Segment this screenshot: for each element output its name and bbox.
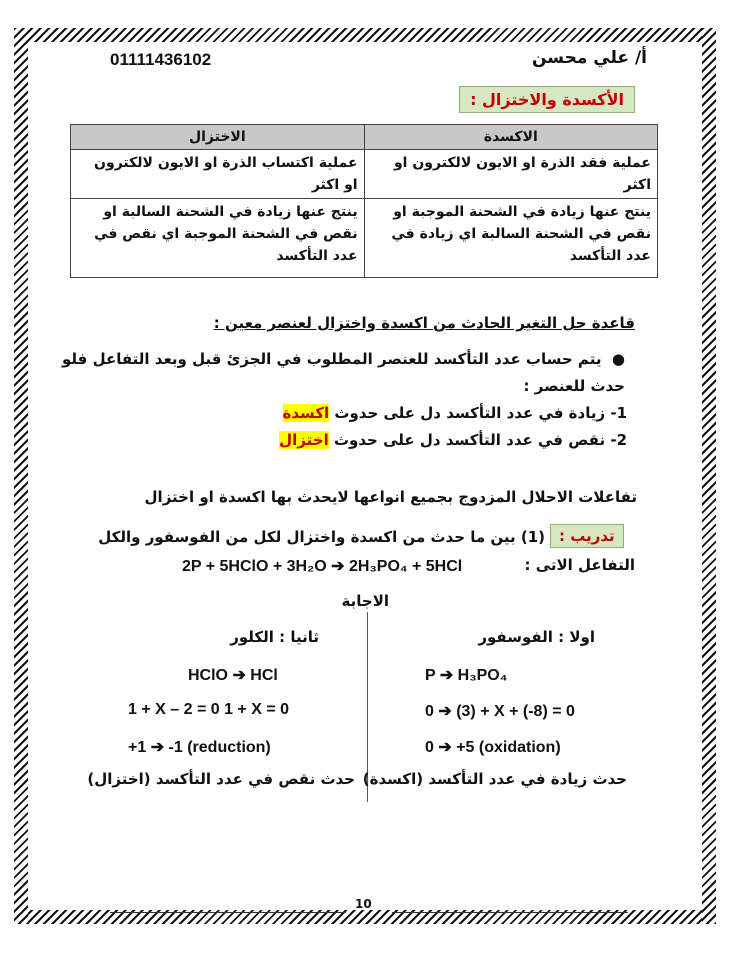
table-cell: عملية اكتساب الذرة او الايون لالكترون او اكثر <box>71 150 365 199</box>
bullet-dot-icon: ● <box>601 350 625 368</box>
highlight-oxidation: اكسدة <box>282 404 330 422</box>
footer-line-right <box>392 912 628 913</box>
reaction-equation: 2P + 5HClO + 3H₂O ➔ 2H₃PO₄ + 5HCl <box>182 558 463 575</box>
comparison-table <box>70 124 658 278</box>
author-name: أ/ علي محسن <box>532 48 647 68</box>
rule-bullet-line: ● يتم حساب عدد التأكسد للعنصر المطلوب في الجزئ قبل وبعد التفاعل فلو <box>62 350 625 368</box>
training-tag: تدريب : <box>550 524 624 548</box>
phosphorus-line-3: 0 ➔ +5 (oxidation) <box>425 739 561 756</box>
phone-number: 01111436102 <box>110 50 212 69</box>
chlorine-line-1: HClO ➔ HCl <box>188 667 278 684</box>
phosphorus-line-2: 0 ➔ (3) + X + (-8) = 0 <box>425 703 575 720</box>
chlorine-conclusion: حدث نقص في عدد التأكسد (اختزال) <box>87 770 355 788</box>
chlorine-line-2: 1 + X – 2 = 0 1 + X = 0 <box>128 701 290 718</box>
phosphorus-line-1: P ➔ H₃PO₄ <box>425 667 508 684</box>
table-header-reduction: الاختزال <box>71 125 365 150</box>
double-replacement-note: تفاعلات الاحلال المزدوج بجميع انواعها لايحدث بها اكسدة او اختزال <box>144 488 637 506</box>
training-question: (1) بين ما حدث من اكسدة واختزال لكل من الفوسفور والكل <box>98 528 545 546</box>
rule-item-1: 1- زيادة في عدد التأكسد دل على حدوث اكسدة <box>282 404 627 422</box>
phosphorus-heading: اولا : الفوسفور <box>478 628 595 646</box>
page-number: 10 <box>355 897 372 911</box>
border-pattern-top <box>14 28 716 42</box>
highlight-reduction: اختزال <box>279 431 329 449</box>
phosphorus-conclusion: حدث زيادة في عدد التأكسد (اكسدة) <box>362 770 627 788</box>
table-row <box>71 150 658 199</box>
table-cell: عملية فقد الذرة او الايون لالكترون او اكثر <box>364 150 657 199</box>
topic-title-badge: الأكسدة والاختزال : <box>459 86 635 113</box>
table-header-oxidation: الاكسدة <box>364 125 657 150</box>
rule-bullet-continuation: حدث للعنصر : <box>523 377 625 395</box>
table-cell: ينتج عنها زيادة في الشحنة الموجبة او نقص في الشحنة السالبة اي زيادة في عدد التأكسد <box>364 199 657 278</box>
rule-item-2: 2- نقص في عدد التأكسد دل على حدوث اختزال <box>279 431 627 449</box>
border-pattern-left <box>14 28 28 924</box>
footer-line-left <box>110 912 346 913</box>
rule-title: قاعدة حل التغير الحادث من اكسدة واختزال لعنصر معين : <box>213 314 635 332</box>
table-cell: ينتج عنها زيادة في الشحنة السالبة او نقص في الشحنة الموجبة اي نقص في عدد التأكسد <box>71 199 365 278</box>
reaction-label: التفاعل الاتى : <box>524 556 635 574</box>
answer-title: الاجابة <box>341 592 389 610</box>
border-pattern-right <box>702 28 716 924</box>
table-row <box>71 199 658 278</box>
chlorine-heading: ثانيا : الكلور <box>230 628 319 646</box>
chlorine-line-3: +1 ➔ -1 (reduction) <box>128 739 271 756</box>
